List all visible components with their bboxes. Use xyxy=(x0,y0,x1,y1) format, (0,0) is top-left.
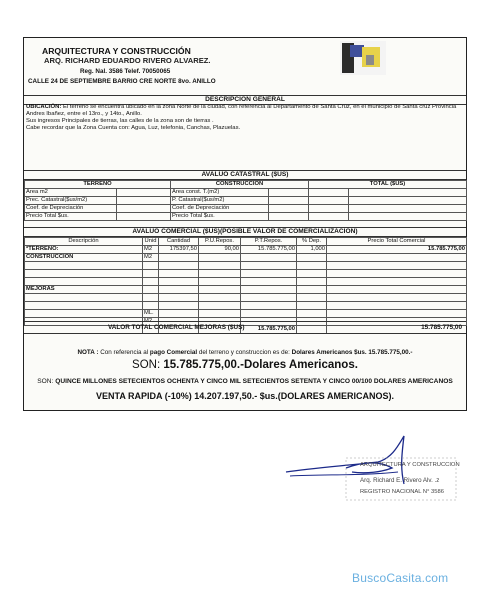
total-value: 15.785.775,00 xyxy=(421,324,462,331)
stamp-line-1: ARQUITECTURA Y CONSTRUCCION xyxy=(360,462,460,468)
note-emphasis: pago Comercial xyxy=(149,349,198,356)
amount-label: SON: xyxy=(132,359,161,371)
col-header: P.U.Repos. xyxy=(199,238,241,246)
terreno-label: *TERRENO: xyxy=(25,246,143,254)
terreno-row-label: Coef. de Depreciación xyxy=(25,205,117,213)
construccion-row-label: Area const. T.(m2) xyxy=(171,189,269,197)
letterhead xyxy=(24,38,466,94)
construccion-unit: M2 xyxy=(143,254,159,262)
col-header: Descripción xyxy=(25,238,143,246)
mejoras-unit: M2 xyxy=(143,318,159,326)
col-header: P.T.Repos. xyxy=(241,238,297,246)
construccion-row-label: Coef. de Depreciación xyxy=(171,205,269,213)
signature-stamp xyxy=(282,432,462,506)
terreno-unit: M2 xyxy=(143,246,159,254)
note-text: del terreno y construccion es de: xyxy=(198,349,290,356)
mejoras-label: MEJORAS xyxy=(25,286,143,294)
construccion-header: CONSTRUCCION xyxy=(171,181,309,189)
replacement-subtotal: 15.785.775,00 xyxy=(241,326,297,334)
table-row xyxy=(25,254,467,262)
location-description xyxy=(26,104,462,132)
location-line-3: Cabe recordar que la Zona Cuenta con: Agua, Luz, telefonia, Canchas, Plazuelas. xyxy=(26,125,241,131)
terreno-quantity: 175397,50 xyxy=(159,246,199,254)
total-label: VALOR TOTAL COMERCIAL MEJORAS ($US) xyxy=(108,324,245,331)
note-text: Con referencia al xyxy=(100,349,149,356)
location-text: El terreno se encuentra ubicado en la zona Norte de la ciudad, con referencia al Departamento de Santa Cruz, en el municipio de Santa cruz Provincia Andres Ibañez, entre el 13ro., y 14to., Anillo. xyxy=(26,104,457,117)
terreno-unit-price: 90,00 xyxy=(199,246,241,254)
amount-line xyxy=(24,359,466,371)
construccion-row-label: Precio Total $us. xyxy=(171,213,269,221)
col-header: Precio Total Comercial xyxy=(327,238,467,246)
col-header: % Dep. xyxy=(297,238,327,246)
watermark: BuscoCasita.com xyxy=(352,571,449,585)
note-label: NOTA : xyxy=(77,349,99,356)
building-logo-icon xyxy=(340,41,386,75)
note-line xyxy=(24,349,466,356)
terreno-row-label: Precio Total $us. xyxy=(25,213,117,221)
terreno-row-label: Prec. Catastral($us/m2) xyxy=(25,197,117,205)
construccion-row-label: P. Catastral($us/m2) xyxy=(171,197,269,205)
words-label: SON: xyxy=(37,378,54,385)
cadastral-title: AVALUO CATASTRAL ($US) xyxy=(24,170,466,180)
total-header: TOTAL ($US) xyxy=(309,181,467,189)
col-header: Cantidad xyxy=(159,238,199,246)
firm-name: ARQUITECTURA Y CONSTRUCCIÓN xyxy=(42,46,191,56)
stamp-line-3: REGISTRO NACIONAL N° 3586 xyxy=(360,489,444,495)
cadastral-table xyxy=(24,180,467,221)
commercial-table xyxy=(24,237,467,334)
words-text: QUINCE MILLONES SETECIENTOS OCHENTA Y CINCO MIL SETECIENTOS SETENTA Y CINCO 00/100 DOLARES AMERICANOS xyxy=(55,378,453,385)
commercial-total-row xyxy=(24,321,466,334)
appraisal-sheet xyxy=(23,37,467,411)
note-amount: Dolares Americanos $us. 15.785.775,00.- xyxy=(291,349,413,356)
terreno-header: TERRENO xyxy=(25,181,171,189)
terreno-replacement-total: 15.785.775,00 xyxy=(241,246,297,254)
table-row xyxy=(25,246,467,254)
amount-in-words xyxy=(24,377,466,386)
mejoras-unit: ML. xyxy=(143,310,159,318)
registry-phone: Reg. Nal. 3586 Telef. 70050065 xyxy=(80,68,171,75)
location-label: UBICACIÓN: xyxy=(26,104,62,110)
location-line-2: Sus ingresos Principales de tierras, las calles de la zona son de tierras . xyxy=(26,118,214,124)
terreno-commercial-total: 15.785.775,00 xyxy=(327,246,467,254)
firm-address: CALLE 24 DE SEPTIEMBRE BARRIO CRE NORTE 8vo. ANILLO xyxy=(28,78,216,85)
amount-value: 15.785.775,00.-Dolares Americanos. xyxy=(163,359,358,371)
construccion-label: CONSTRUCCION xyxy=(25,254,143,262)
general-description-title: DESCRIPCION GENERAL xyxy=(24,95,466,105)
terreno-depreciation: 1,000 xyxy=(297,246,327,254)
quick-sale-line: VENTA RAPIDA (-10%) 14.207.197,50.- $us.(DOLARES AMERICANOS). xyxy=(96,391,394,401)
terreno-row-label: Area m2 xyxy=(25,189,117,197)
architect-name: ARQ. RICHARD EDUARDO RIVERO ALVAREZ. xyxy=(44,56,211,65)
col-header: Unid xyxy=(143,238,159,246)
stamp-line-2: Arq. Richard E. Rivero Alv. .z xyxy=(360,477,440,484)
commercial-title: AVALUO COMERCIAL ($US)(POSIBLE VALOR DE COMERCIALIZACION) xyxy=(24,227,466,237)
